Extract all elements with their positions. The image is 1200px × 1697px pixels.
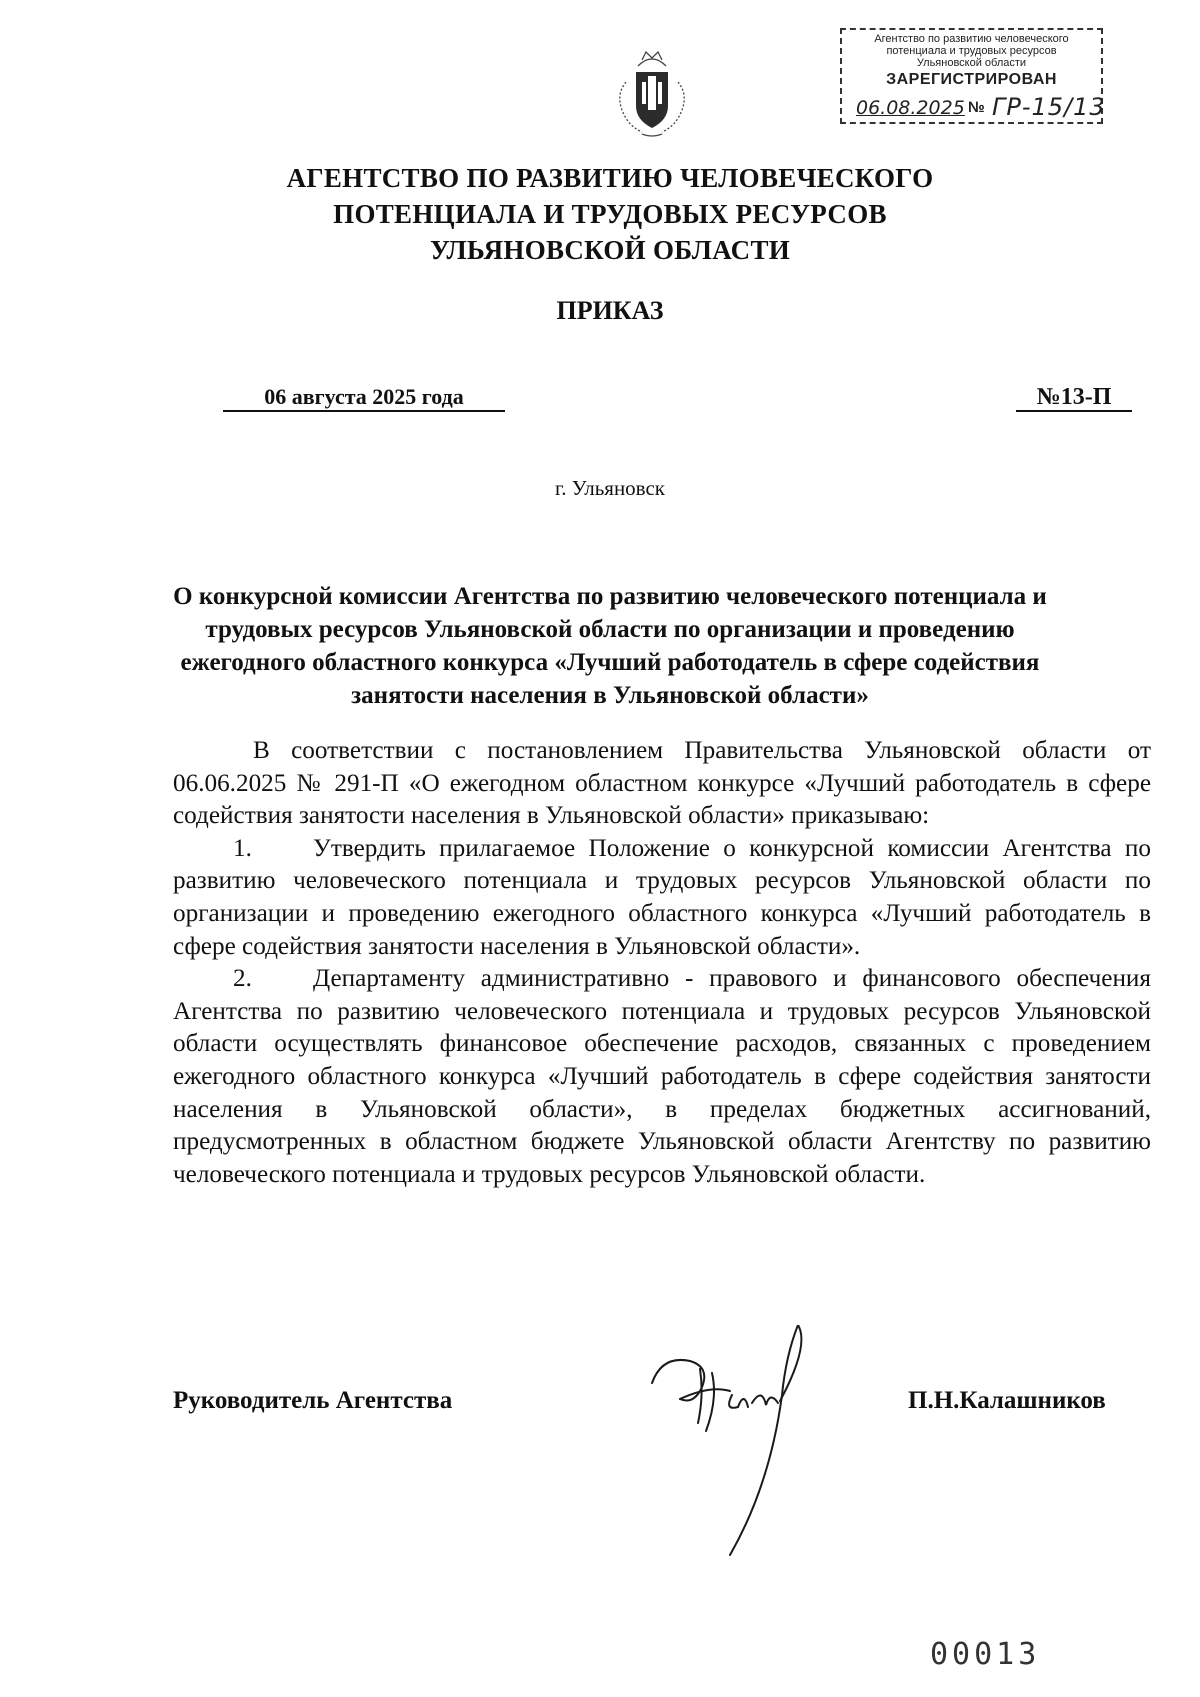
signer-position: Руководитель Агентства [173,1387,453,1414]
stamp-agency-line-3: Ульяновской области [916,57,1027,69]
list-item [173,963,1151,1191]
preamble: В соответствии с постановлением Правительства Ульяновской области от 06.06.2025 № 291-П «О ежегодном областном конкурсе «Лучший работодатель в сфере содействия занятости населения в Ульяновской области» приказываю: [173,737,1151,830]
stamp-agency-line-2: потенциала и трудовых ресурсов [886,45,1057,57]
agency-name [140,160,1080,268]
document-type: ПРИКАЗ [556,296,664,325]
coat-of-arms-icon [612,48,692,140]
stamp-number-label: № [968,99,985,116]
agency-name-line-3: УЛЬЯНОВСКОЙ ОБЛАСТИ [429,235,791,265]
signer-name: П.Н.Калашников [908,1387,1106,1414]
registration-stamp [840,28,1106,124]
agency-name-line-1: АГЕНТСТВО ПО РАЗВИТИЮ ЧЕЛОВЕЧЕСКОГО [286,163,934,193]
city: г. Ульяновск [554,476,665,500]
item-text: Департаменту административно - правового и финансового обеспечения Агентства по развитию человеческого потенциала и трудовых ресурсов Ульяновской области осуществлять финансовое обеспечение расходов, связанных с проведением ежегодного областного конкурса «Лучший работодатель в сфере содействия занятости населения в Ульяновской области», в пределах бюджетных ассигнований, предусмотренных в областном бюджете Ульяновской области Агентству по развитию человеческого потенциала и трудовых ресурсов Ульяновской области. [173,965,1151,1188]
order-number: №13-П [1016,384,1132,412]
item-text: Утвердить прилагаемое Положение о конкурсной комиссии Агентства по развитию человеческого потенциала и трудовых ресурсов Ульяновской области по организации и проведению ежегодного областного конкурса «Лучший работодатель в сфере содействия занятости населения в Ульяновской области». [173,834,1151,960]
order-date: 06 августа 2025 года [223,384,505,412]
list-item [173,833,1151,963]
stamp-date: 06.08.2025 [856,97,965,119]
agency-name-line-2: ПОТЕНЦИАЛА И ТРУДОВЫХ РЕСУРСОВ [333,199,887,229]
item-number: 1. [233,834,252,862]
document-body [173,735,1151,1191]
stamp-status: ЗАРЕГИСТРИРОВАН [886,71,1057,88]
handwritten-signature-icon [640,1325,890,1560]
item-number: 2. [233,965,252,993]
stamp-agency-line-1: Агентство по развитию человеческого [874,33,1069,45]
stamp-number: ГР-15/13 [992,93,1106,121]
serial-number: 00013 [930,1637,1041,1672]
document-title: О конкурсной комиссии Агентства по развитию человеческого потенциала и трудовых ресурсов Ульяновской области по организации и проведению ежегодного областного конкурса «Лучший работодатель в сфере содействия занятости населения в Ульяновской области» [173,583,1047,709]
